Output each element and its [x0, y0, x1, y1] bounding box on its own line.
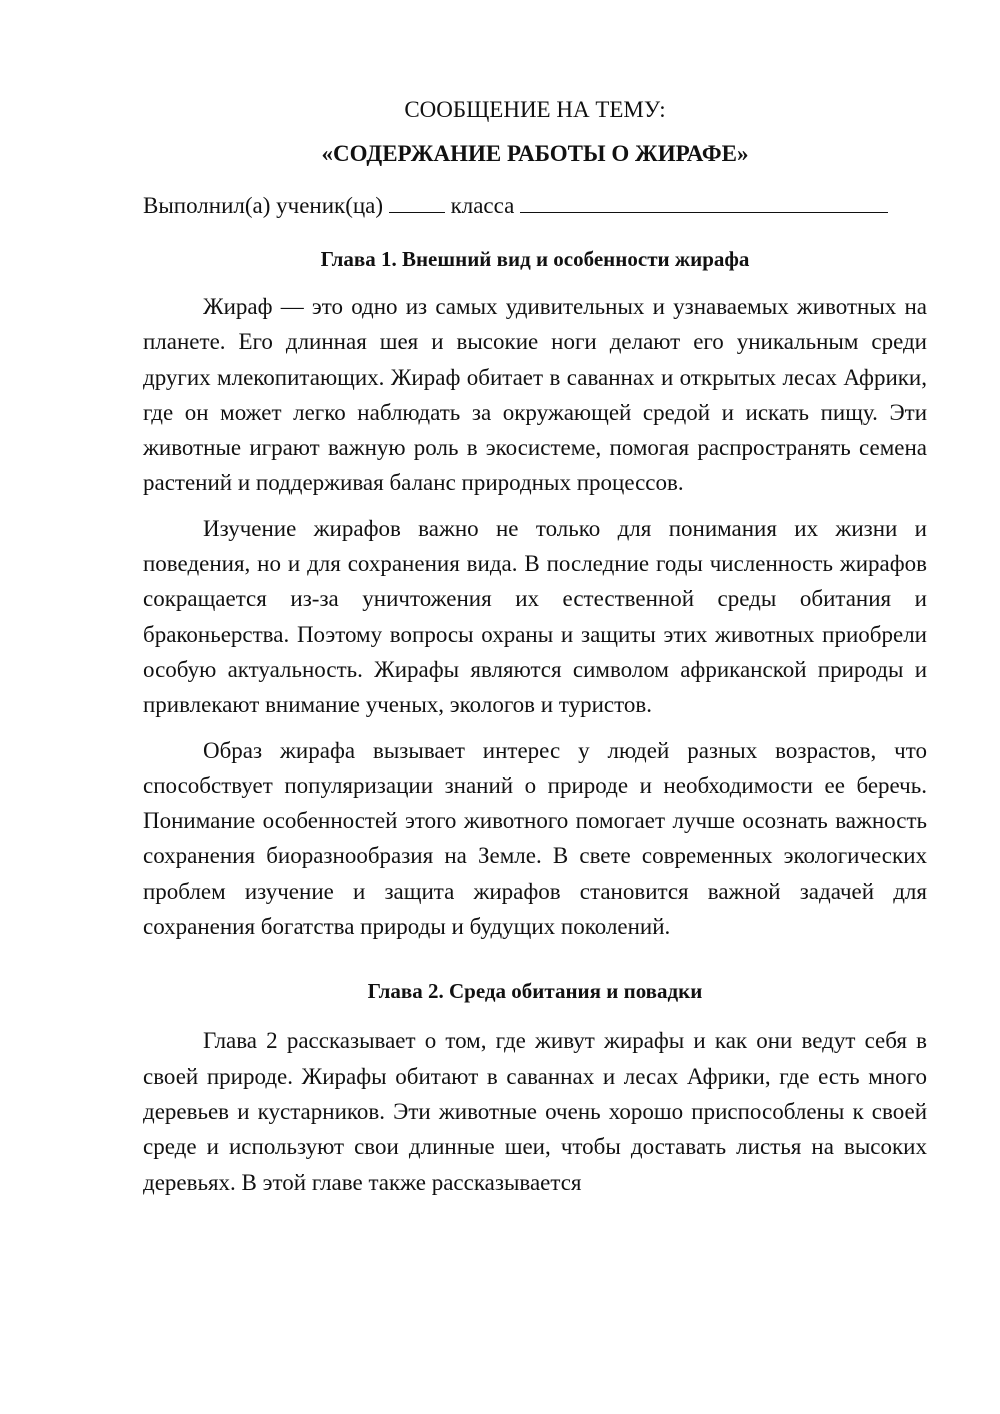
chapter-1-paragraph-3: Образ жирафа вызывает интерес у людей разных возрастов, что способствует популяризации знаний о природе и необходимости ее беречь. Понимание особенностей этого животного помогает лучше осознать важность сохранения биоразнообразия на Земле. В свете современных экологических проблем изучение и защита жирафов становится важной задачей для сохранения богатства природы и будущих поколений.	[143, 737, 927, 940]
class-number-blank	[389, 192, 445, 213]
chapter-2-paragraph-1: Глава 2 рассказывает о том, где живут жирафы и как они ведут себя в своей природе. Жирафы обитают в саваннах и лесах Африки, где есть много деревьев и кустарников. Эти животные очень хорошо приспособлены к своей среде и используют свои длинные шеи, чтобы доставать листья на высоких деревьях. В этой главе также рассказывается	[143, 1028, 927, 1195]
document-page	[143, 95, 927, 1210]
document-title-line-1: СООБЩЕНИЕ НА ТЕМУ:	[404, 97, 666, 122]
document-title-line-2: «СОДЕРЖАНИЕ РАБОТЫ О ЖИРАФЕ»	[321, 141, 749, 166]
author-line	[143, 191, 927, 221]
author-prefix: Выполнил(а) ученик(ца)	[143, 193, 389, 218]
chapter-2-heading: Глава 2. Среда обитания и повадки	[367, 979, 703, 1004]
chapter-1-paragraph-1: Жираф — это одно из самых удивительных и узнаваемых животных на планете. Его длинная шея и высокие ноги делают его уникальным среди других млекопитающих. Жираф обитает в саваннах и открытых лесах Африки, где он может легко наблюдать за окружающей средой и искать пищу. Эти животные играют важную роль в экосистеме, помогая распространять семена растений и поддерживая баланс природных процессов.	[143, 294, 927, 496]
student-name-blank	[520, 192, 888, 213]
author-class-label: класса	[444, 193, 521, 218]
chapter-1-paragraph-2: Изучение жирафов важно не только для понимания их жизни и поведения, но и для сохранения вида. В последние годы численность жирафов сокращается из-за уничтожения их естественной среды обитания и браконьерства. Поэтому вопросы охраны и защиты этих животных приобрели особую актуальность. Жирафы являются символом африканской природы и привлекают внимание ученых, экологов и туристов.	[143, 515, 927, 718]
chapter-1-heading: Глава 1. Внешний вид и особенности жирафа	[320, 247, 750, 271]
